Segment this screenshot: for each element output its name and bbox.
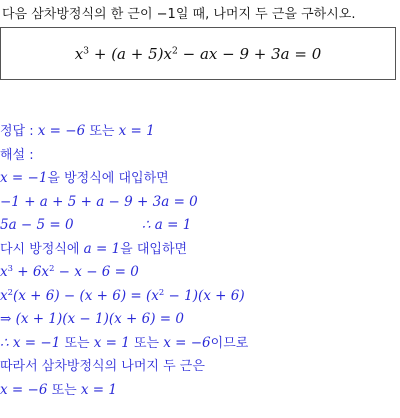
step-6 bbox=[0, 285, 400, 309]
step-8-c: x = −6 bbox=[163, 334, 211, 351]
step-8-or-1: 또는 bbox=[64, 335, 90, 351]
step-3-right: ∴ a = 1 bbox=[141, 217, 192, 233]
step-8-a: ∴ x = −1 bbox=[0, 334, 61, 351]
step-4-post: 을 대입하면 bbox=[120, 241, 188, 257]
step-8-or-2: 또는 bbox=[133, 335, 160, 351]
answer-line bbox=[0, 120, 400, 144]
step-1 bbox=[0, 167, 400, 191]
step-4-pre: 다시 방정식에 bbox=[0, 241, 80, 257]
final-1: x = −6 bbox=[0, 381, 48, 398]
answer-label: 정답 : bbox=[0, 124, 34, 139]
step-7 bbox=[0, 308, 400, 332]
final-2: x = 1 bbox=[80, 381, 117, 398]
question-text: 다음 삼차방정식의 한 근이 −1일 때, 나머지 두 근을 구하시오. bbox=[2, 7, 356, 22]
step-3-left: 5a − 5 = 0 bbox=[0, 217, 74, 233]
step-4 bbox=[0, 238, 400, 262]
step-6-math: $x^2(x + 6) - (x + 6) = (x^2 - 1)(x + 6)$ bbox=[0, 286, 245, 304]
step-9: 따라서 삼차방정식의 나머지 두 근은 bbox=[0, 359, 205, 374]
step-5 bbox=[0, 261, 400, 285]
step-3 bbox=[0, 214, 400, 238]
step-8 bbox=[0, 332, 400, 356]
solution-block bbox=[0, 120, 400, 402]
equation: $x^3 + (a + 5)x^2$ − ax − 9 + 3a = 0 bbox=[74, 44, 322, 63]
answer-or: 또는 bbox=[89, 124, 115, 139]
step-2 bbox=[0, 191, 400, 215]
step-1-math: x = −1 bbox=[0, 170, 48, 186]
step-5-math: $x^3 + 6x^2 - x - 6 = 0$ bbox=[0, 262, 139, 280]
answer-2: x = 1 bbox=[118, 123, 155, 139]
step-8-b: x = 1 bbox=[93, 334, 130, 351]
equation-box bbox=[0, 27, 396, 80]
step-4-math: a = 1 bbox=[83, 240, 121, 257]
final-or: 또는 bbox=[51, 382, 77, 398]
step-7-math: ⇒ (x + 1)(x − 1)(x + 6) = 0 bbox=[0, 311, 184, 327]
final-answer bbox=[0, 379, 400, 403]
step-8-end: 이므로 bbox=[210, 335, 249, 351]
explanation-label: 해설 : bbox=[0, 147, 34, 163]
answer-1: x = −6 bbox=[37, 123, 86, 139]
step-2-math: −1 + a + 5 + a − 9 + 3a = 0 bbox=[0, 193, 198, 210]
step-1-text: 을 방정식에 대입하면 bbox=[47, 171, 169, 186]
